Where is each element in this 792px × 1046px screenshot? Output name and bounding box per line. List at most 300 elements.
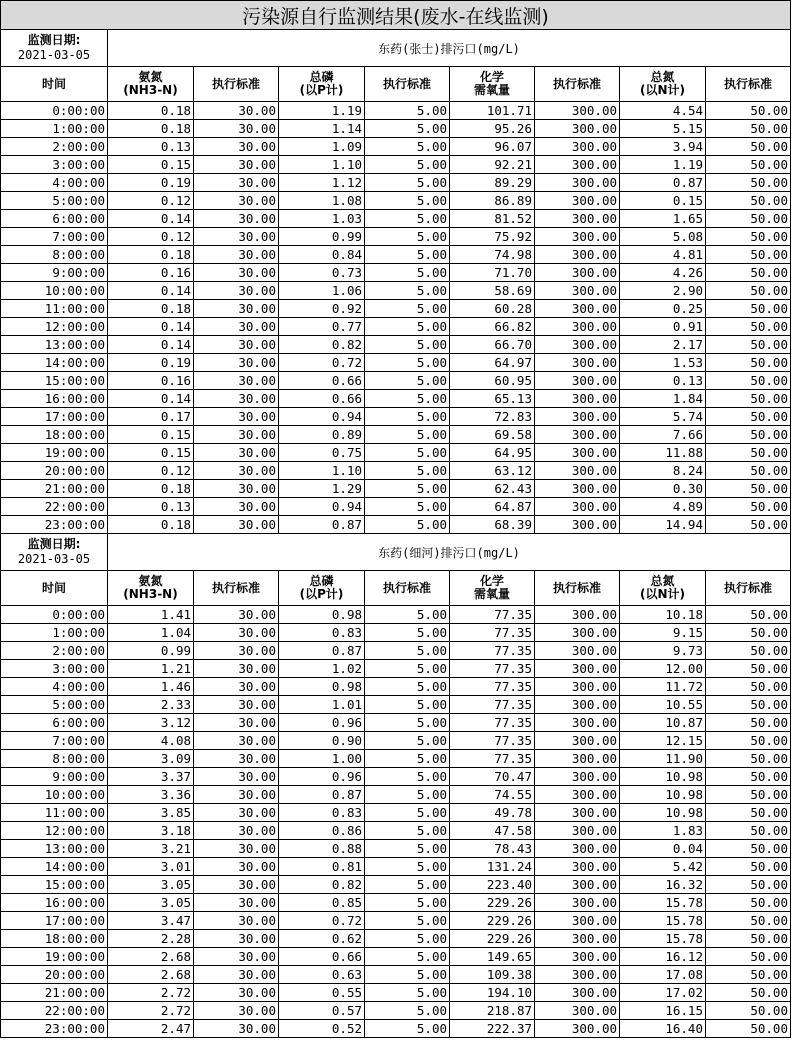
time-cell: 10:00:00	[1, 786, 108, 804]
value-cell: 30.00	[194, 192, 279, 210]
column-header: 执行标准	[535, 571, 620, 606]
value-cell: 30.00	[194, 930, 279, 948]
table-row	[1, 768, 791, 786]
value-cell: 5.00	[365, 804, 450, 822]
value-cell: 69.58	[450, 426, 535, 444]
value-cell: 0.85	[279, 894, 365, 912]
value-cell: 30.00	[194, 912, 279, 930]
time-cell: 18:00:00	[1, 426, 108, 444]
value-cell: 47.58	[450, 822, 535, 840]
value-cell: 300.00	[535, 426, 620, 444]
value-cell: 1.19	[279, 102, 365, 120]
value-cell: 30.00	[194, 282, 279, 300]
value-cell: 50.00	[706, 642, 791, 660]
value-cell: 1.01	[279, 696, 365, 714]
value-cell: 3.05	[108, 894, 194, 912]
value-cell: 0.66	[279, 372, 365, 390]
value-cell: 5.00	[365, 174, 450, 192]
value-cell: 8.24	[620, 462, 706, 480]
value-cell: 300.00	[535, 282, 620, 300]
value-cell: 5.00	[365, 948, 450, 966]
value-cell: 1.10	[279, 462, 365, 480]
value-cell: 4.89	[620, 498, 706, 516]
value-cell: 5.00	[365, 606, 450, 624]
value-cell: 0.90	[279, 732, 365, 750]
value-cell: 300.00	[535, 840, 620, 858]
value-cell: 50.00	[706, 318, 791, 336]
value-cell: 30.00	[194, 300, 279, 318]
value-cell: 5.00	[365, 750, 450, 768]
value-cell: 0.83	[279, 624, 365, 642]
value-cell: 50.00	[706, 138, 791, 156]
value-cell: 1.41	[108, 606, 194, 624]
value-cell: 3.05	[108, 876, 194, 894]
value-cell: 300.00	[535, 732, 620, 750]
table-row	[1, 678, 791, 696]
value-cell: 50.00	[706, 246, 791, 264]
value-cell: 50.00	[706, 372, 791, 390]
value-cell: 0.13	[108, 498, 194, 516]
value-cell: 0.12	[108, 462, 194, 480]
table-row	[1, 138, 791, 156]
value-cell: 0.12	[108, 228, 194, 246]
value-cell: 0.73	[279, 264, 365, 282]
value-cell: 3.85	[108, 804, 194, 822]
page-title: 污染源自行监测结果(废水-在线监测)	[1, 1, 791, 30]
time-cell: 6:00:00	[1, 714, 108, 732]
value-cell: 0.87	[279, 786, 365, 804]
value-cell: 5.00	[365, 192, 450, 210]
value-cell: 9.15	[620, 624, 706, 642]
value-cell: 0.98	[279, 606, 365, 624]
value-cell: 77.35	[450, 624, 535, 642]
value-cell: 30.00	[194, 840, 279, 858]
value-cell: 30.00	[194, 138, 279, 156]
value-cell: 63.12	[450, 462, 535, 480]
value-cell: 2.68	[108, 948, 194, 966]
value-cell: 1.08	[279, 192, 365, 210]
value-cell: 300.00	[535, 480, 620, 498]
value-cell: 0.14	[108, 336, 194, 354]
time-cell: 10:00:00	[1, 282, 108, 300]
value-cell: 5.00	[365, 642, 450, 660]
value-cell: 50.00	[706, 462, 791, 480]
value-cell: 300.00	[535, 642, 620, 660]
value-cell: 30.00	[194, 822, 279, 840]
time-cell: 22:00:00	[1, 1002, 108, 1020]
value-cell: 50.00	[706, 750, 791, 768]
value-cell: 50.00	[706, 156, 791, 174]
table-row	[1, 462, 791, 480]
value-cell: 30.00	[194, 876, 279, 894]
value-cell: 50.00	[706, 624, 791, 642]
time-cell: 15:00:00	[1, 876, 108, 894]
value-cell: 30.00	[194, 966, 279, 984]
value-cell: 3.12	[108, 714, 194, 732]
value-cell: 0.19	[108, 354, 194, 372]
value-cell: 50.00	[706, 282, 791, 300]
value-cell: 5.00	[365, 138, 450, 156]
table-row	[1, 624, 791, 642]
value-cell: 50.00	[706, 120, 791, 138]
value-cell: 300.00	[535, 300, 620, 318]
table-row	[1, 120, 791, 138]
value-cell: 1.02	[279, 660, 365, 678]
value-cell: 50.00	[706, 444, 791, 462]
value-cell: 300.00	[535, 696, 620, 714]
table-row	[1, 840, 791, 858]
value-cell: 50.00	[706, 840, 791, 858]
value-cell: 50.00	[706, 336, 791, 354]
table-row	[1, 228, 791, 246]
value-cell: 10.98	[620, 786, 706, 804]
value-cell: 50.00	[706, 498, 791, 516]
value-cell: 1.19	[620, 156, 706, 174]
value-cell: 11.90	[620, 750, 706, 768]
value-cell: 50.00	[706, 192, 791, 210]
value-cell: 0.77	[279, 318, 365, 336]
value-cell: 0.18	[108, 102, 194, 120]
value-cell: 58.69	[450, 282, 535, 300]
value-cell: 5.00	[365, 246, 450, 264]
value-cell: 50.00	[706, 786, 791, 804]
value-cell: 5.08	[620, 228, 706, 246]
value-cell: 300.00	[535, 966, 620, 984]
value-cell: 1.83	[620, 822, 706, 840]
value-cell: 50.00	[706, 300, 791, 318]
value-cell: 2.17	[620, 336, 706, 354]
value-cell: 5.00	[365, 264, 450, 282]
value-cell: 0.18	[108, 246, 194, 264]
value-cell: 17.02	[620, 984, 706, 1002]
value-cell: 5.00	[365, 156, 450, 174]
value-cell: 30.00	[194, 318, 279, 336]
value-cell: 2.90	[620, 282, 706, 300]
value-cell: 5.00	[365, 624, 450, 642]
value-cell: 50.00	[706, 696, 791, 714]
time-cell: 2:00:00	[1, 138, 108, 156]
value-cell: 77.35	[450, 642, 535, 660]
value-cell: 50.00	[706, 264, 791, 282]
table-row	[1, 966, 791, 984]
value-cell: 30.00	[194, 516, 279, 534]
value-cell: 30.00	[194, 264, 279, 282]
table-row	[1, 696, 791, 714]
value-cell: 50.00	[706, 480, 791, 498]
time-cell: 14:00:00	[1, 858, 108, 876]
time-cell: 9:00:00	[1, 264, 108, 282]
value-cell: 5.00	[365, 966, 450, 984]
value-cell: 50.00	[706, 822, 791, 840]
value-cell: 1.06	[279, 282, 365, 300]
value-cell: 50.00	[706, 984, 791, 1002]
value-cell: 1.03	[279, 210, 365, 228]
value-cell: 2.33	[108, 696, 194, 714]
value-cell: 0.18	[108, 516, 194, 534]
column-header: 执行标准	[365, 67, 450, 102]
time-cell: 2:00:00	[1, 642, 108, 660]
value-cell: 10.98	[620, 768, 706, 786]
value-cell: 0.30	[620, 480, 706, 498]
value-cell: 95.26	[450, 120, 535, 138]
discharge-point-title: 东药(张士)排污口(mg/L)	[108, 30, 791, 67]
value-cell: 0.15	[108, 426, 194, 444]
column-header-row	[1, 571, 791, 606]
value-cell: 5.00	[365, 120, 450, 138]
discharge-point-title: 东药(细河)排污口(mg/L)	[108, 534, 791, 571]
value-cell: 0.57	[279, 1002, 365, 1020]
table-row	[1, 786, 791, 804]
time-cell: 13:00:00	[1, 336, 108, 354]
time-cell: 20:00:00	[1, 966, 108, 984]
table-row	[1, 480, 791, 498]
time-cell: 23:00:00	[1, 516, 108, 534]
table-row	[1, 192, 791, 210]
table-row	[1, 822, 791, 840]
table-row	[1, 210, 791, 228]
value-cell: 50.00	[706, 876, 791, 894]
time-cell: 19:00:00	[1, 948, 108, 966]
table-row	[1, 606, 791, 624]
value-cell: 30.00	[194, 606, 279, 624]
value-cell: 50.00	[706, 102, 791, 120]
time-cell: 21:00:00	[1, 480, 108, 498]
value-cell: 30.00	[194, 462, 279, 480]
value-cell: 30.00	[194, 210, 279, 228]
value-cell: 300.00	[535, 318, 620, 336]
table-row	[1, 282, 791, 300]
column-header: 化学 需氧量	[450, 571, 535, 606]
value-cell: 30.00	[194, 804, 279, 822]
value-cell: 0.18	[108, 480, 194, 498]
value-cell: 5.00	[365, 354, 450, 372]
value-cell: 5.00	[365, 444, 450, 462]
column-header: 总氮 (以N计)	[620, 571, 706, 606]
value-cell: 300.00	[535, 984, 620, 1002]
value-cell: 2.28	[108, 930, 194, 948]
value-cell: 300.00	[535, 390, 620, 408]
time-cell: 14:00:00	[1, 354, 108, 372]
value-cell: 30.00	[194, 858, 279, 876]
value-cell: 50.00	[706, 516, 791, 534]
time-cell: 13:00:00	[1, 840, 108, 858]
value-cell: 30.00	[194, 696, 279, 714]
table-row	[1, 642, 791, 660]
value-cell: 0.14	[108, 282, 194, 300]
value-cell: 5.15	[620, 120, 706, 138]
value-cell: 30.00	[194, 1002, 279, 1020]
value-cell: 5.00	[365, 894, 450, 912]
value-cell: 30.00	[194, 1020, 279, 1038]
value-cell: 78.43	[450, 840, 535, 858]
value-cell: 5.00	[365, 300, 450, 318]
value-cell: 77.35	[450, 678, 535, 696]
value-cell: 50.00	[706, 606, 791, 624]
time-cell: 8:00:00	[1, 750, 108, 768]
value-cell: 30.00	[194, 390, 279, 408]
value-cell: 300.00	[535, 876, 620, 894]
value-cell: 5.00	[365, 660, 450, 678]
value-cell: 5.00	[365, 840, 450, 858]
value-cell: 30.00	[194, 354, 279, 372]
value-cell: 30.00	[194, 228, 279, 246]
value-cell: 50.00	[706, 858, 791, 876]
value-cell: 300.00	[535, 462, 620, 480]
table-row	[1, 264, 791, 282]
monitor-date: 2021-03-05	[17, 48, 91, 62]
value-cell: 81.52	[450, 210, 535, 228]
value-cell: 0.14	[108, 318, 194, 336]
value-cell: 300.00	[535, 138, 620, 156]
value-cell: 65.13	[450, 390, 535, 408]
monitor-date-cell	[1, 534, 108, 571]
time-cell: 11:00:00	[1, 300, 108, 318]
time-cell: 22:00:00	[1, 498, 108, 516]
value-cell: 0.86	[279, 822, 365, 840]
time-cell: 7:00:00	[1, 228, 108, 246]
value-cell: 3.21	[108, 840, 194, 858]
value-cell: 30.00	[194, 444, 279, 462]
time-cell: 8:00:00	[1, 246, 108, 264]
time-cell: 12:00:00	[1, 318, 108, 336]
value-cell: 5.00	[365, 516, 450, 534]
value-cell: 5.00	[365, 318, 450, 336]
value-cell: 5.74	[620, 408, 706, 426]
column-header: 执行标准	[706, 67, 791, 102]
value-cell: 131.24	[450, 858, 535, 876]
value-cell: 300.00	[535, 894, 620, 912]
value-cell: 11.88	[620, 444, 706, 462]
value-cell: 0.14	[108, 210, 194, 228]
table-row	[1, 732, 791, 750]
value-cell: 3.09	[108, 750, 194, 768]
monitor-date-label: 监测日期:	[27, 33, 81, 47]
value-cell: 0.13	[620, 372, 706, 390]
value-cell: 0.96	[279, 714, 365, 732]
value-cell: 5.42	[620, 858, 706, 876]
value-cell: 222.37	[450, 1020, 535, 1038]
value-cell: 30.00	[194, 750, 279, 768]
value-cell: 300.00	[535, 336, 620, 354]
value-cell: 2.47	[108, 1020, 194, 1038]
value-cell: 50.00	[706, 678, 791, 696]
value-cell: 5.00	[365, 1002, 450, 1020]
value-cell: 64.95	[450, 444, 535, 462]
value-cell: 50.00	[706, 354, 791, 372]
value-cell: 17.08	[620, 966, 706, 984]
time-cell: 16:00:00	[1, 894, 108, 912]
value-cell: 16.40	[620, 1020, 706, 1038]
value-cell: 300.00	[535, 228, 620, 246]
value-cell: 89.29	[450, 174, 535, 192]
value-cell: 50.00	[706, 894, 791, 912]
value-cell: 1.14	[279, 120, 365, 138]
table-row	[1, 1002, 791, 1020]
value-cell: 5.00	[365, 714, 450, 732]
time-cell: 18:00:00	[1, 930, 108, 948]
time-cell: 16:00:00	[1, 390, 108, 408]
value-cell: 300.00	[535, 660, 620, 678]
value-cell: 0.87	[279, 642, 365, 660]
value-cell: 50.00	[706, 912, 791, 930]
value-cell: 300.00	[535, 786, 620, 804]
value-cell: 30.00	[194, 678, 279, 696]
value-cell: 5.00	[365, 696, 450, 714]
table-row	[1, 876, 791, 894]
value-cell: 300.00	[535, 606, 620, 624]
value-cell: 92.21	[450, 156, 535, 174]
value-cell: 0.04	[620, 840, 706, 858]
value-cell: 5.00	[365, 498, 450, 516]
table-row	[1, 714, 791, 732]
value-cell: 218.87	[450, 1002, 535, 1020]
value-cell: 50.00	[706, 426, 791, 444]
value-cell: 2.72	[108, 984, 194, 1002]
value-cell: 14.94	[620, 516, 706, 534]
time-cell: 4:00:00	[1, 174, 108, 192]
value-cell: 5.00	[365, 462, 450, 480]
value-cell: 30.00	[194, 714, 279, 732]
value-cell: 30.00	[194, 480, 279, 498]
table-row	[1, 1020, 791, 1038]
value-cell: 1.46	[108, 678, 194, 696]
value-cell: 0.14	[108, 390, 194, 408]
value-cell: 300.00	[535, 210, 620, 228]
value-cell: 62.43	[450, 480, 535, 498]
value-cell: 16.32	[620, 876, 706, 894]
value-cell: 300.00	[535, 246, 620, 264]
value-cell: 229.26	[450, 912, 535, 930]
time-cell: 5:00:00	[1, 192, 108, 210]
value-cell: 30.00	[194, 174, 279, 192]
time-cell: 12:00:00	[1, 822, 108, 840]
value-cell: 30.00	[194, 372, 279, 390]
table-row	[1, 444, 791, 462]
value-cell: 149.65	[450, 948, 535, 966]
value-cell: 0.72	[279, 912, 365, 930]
value-cell: 229.26	[450, 930, 535, 948]
column-header: 时间	[1, 571, 108, 606]
time-cell: 7:00:00	[1, 732, 108, 750]
value-cell: 49.78	[450, 804, 535, 822]
section-header	[1, 30, 791, 67]
value-cell: 0.83	[279, 804, 365, 822]
value-cell: 50.00	[706, 714, 791, 732]
value-cell: 0.91	[620, 318, 706, 336]
value-cell: 2.72	[108, 1002, 194, 1020]
value-cell: 1.53	[620, 354, 706, 372]
time-cell: 20:00:00	[1, 462, 108, 480]
value-cell: 5.00	[365, 390, 450, 408]
value-cell: 300.00	[535, 624, 620, 642]
value-cell: 1.84	[620, 390, 706, 408]
value-cell: 30.00	[194, 660, 279, 678]
column-header: 总氮 (以N计)	[620, 67, 706, 102]
value-cell: 300.00	[535, 372, 620, 390]
value-cell: 77.35	[450, 714, 535, 732]
value-cell: 194.10	[450, 984, 535, 1002]
value-cell: 60.28	[450, 300, 535, 318]
time-cell: 3:00:00	[1, 156, 108, 174]
time-cell: 21:00:00	[1, 984, 108, 1002]
value-cell: 0.25	[620, 300, 706, 318]
value-cell: 9.73	[620, 642, 706, 660]
time-cell: 1:00:00	[1, 120, 108, 138]
value-cell: 66.82	[450, 318, 535, 336]
value-cell: 109.38	[450, 966, 535, 984]
value-cell: 4.26	[620, 264, 706, 282]
value-cell: 30.00	[194, 120, 279, 138]
